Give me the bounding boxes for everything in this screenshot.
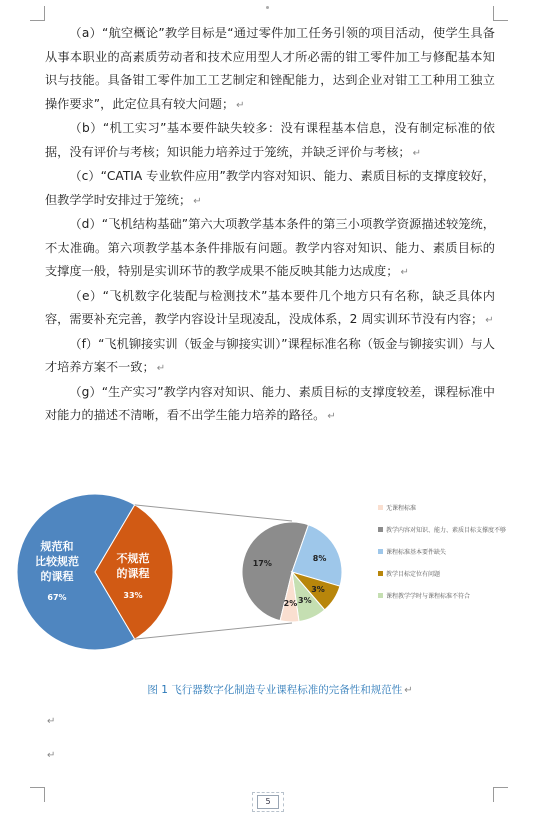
paragraph-d — [45, 213, 495, 285]
pie-of-pie-chart — [0, 490, 560, 660]
figure-caption-text: 图 1 飞行器数字化制造专业课程标准的完备性和规范性 — [147, 684, 403, 696]
return-mark: ↵ — [193, 195, 202, 207]
paragraph-b — [45, 117, 495, 165]
return-mark: ↵ — [156, 363, 166, 374]
legend-label-3: 教学目标定位有问题 — [386, 571, 441, 578]
legend-label-0: 无课程标准 — [386, 505, 417, 512]
pie-value-regular: 67% — [47, 593, 67, 602]
breakdown-value-1: 17% — [252, 559, 272, 569]
legend-swatch-4 — [378, 593, 383, 598]
paragraph-g — [45, 381, 495, 429]
crop-mark-bottom-left — [30, 787, 45, 802]
body-text — [45, 22, 495, 429]
empty-paragraph-mark: ↵ — [47, 750, 56, 761]
return-mark: ↵ — [400, 267, 409, 278]
breakdown-value-2: 8% — [312, 553, 327, 563]
pie-label-regular-line2: 比较规范 — [35, 555, 79, 568]
paragraph-c — [45, 165, 495, 213]
legend-swatch-3 — [378, 571, 383, 576]
breakdown-value-3: 3% — [311, 584, 325, 594]
breakdown-value-0: 2% — [283, 598, 298, 608]
paragraph-e-text: （e）“飞机数字化装配与检测技术”基本要件几个地方只有名称，缺乏具体内容，需要补充完善，教学内容设计呈现凌乱，没成体系，2 周实训环节没有内容； — [45, 288, 495, 326]
pie-label-regular-line1: 规范和 — [40, 540, 74, 553]
legend-swatch-1 — [378, 527, 383, 532]
legend-label-2: 课程标准基本要件缺失 — [386, 549, 447, 556]
header-dot — [266, 6, 269, 9]
page-number: 5 — [257, 795, 279, 809]
legend-label-1: 教学内容对知识、能力、素质目标支撑度不够 — [386, 527, 507, 534]
crop-mark-top-left — [30, 6, 45, 21]
paragraph-a-text: （a）“航空概论”教学目标是“通过零件加工任务引领的项目活动，使学生具备从事本职业的高素质劳动者和技术应用型人才所必需的钳工零件加工与修配基本知识与技能。具备钳工零件加工工艺制定和锉配能力，达到企业对钳工工种用工独立操作要求”，此定位具有较大问题； — [45, 26, 495, 111]
breakdown-value-4: 3% — [298, 596, 312, 606]
crop-mark-top-right — [493, 6, 508, 21]
figure-caption — [0, 682, 560, 697]
connector-line-top — [135, 505, 292, 521]
page-number-footer — [251, 791, 283, 813]
connector-line-bottom — [135, 623, 292, 639]
legend-label-4: 课程教学学时与课程标准不符合 — [386, 593, 471, 600]
pie-label-regular-line3: 的课程 — [40, 570, 74, 583]
paragraph-d-text: （d）“飞机结构基础”第六大项教学基本条件的第三小项教学资源描述较笼统，不太准确。第六项教学基本条件排版有问题。教学内容对知识、能力、素质目标的支撑度一般，特别是实训环节的教学成果不能反映其能力达成度； — [45, 217, 495, 278]
paragraph-b-text: （b）“机工实习”基本要件缺失较多：没有课程基本信息，没有制定标准的依据，没有评价与考核；知识能力培养过于笼统，并缺乏评价与考核； — [45, 121, 495, 159]
return-mark: ↵ — [236, 99, 245, 111]
paragraph-f — [45, 333, 495, 381]
pie-label-irregular-line1: 不规范 — [116, 552, 150, 565]
paragraph-a — [45, 22, 495, 117]
paragraph-e — [45, 285, 495, 333]
paragraph-c-text: （c）“CATIA 专业软件应用”教学内容对知识、能力、素质目标的支撑度较好，但教学学时安排过于笼统； — [45, 169, 495, 207]
pie-value-irregular: 33% — [123, 591, 143, 600]
pie-label-irregular-line2: 的课程 — [116, 567, 150, 580]
crop-mark-bottom-right — [493, 787, 508, 802]
legend-swatch-0 — [378, 505, 383, 510]
paragraph-f-text: （f）“飞机铆接实训（钣金与铆接实训）”课程标准名称（钣金与铆接实训）与人才培养方案不一致； — [45, 336, 495, 374]
paragraph-g-text: （g）“生产实习”教学内容对知识、能力、素质目标的支撑度较差，课程标准中对能力的描述不清晰，看不出学生能力培养的路径。 — [45, 384, 495, 422]
empty-paragraph-mark: ↵ — [47, 716, 56, 727]
return-mark: ↵ — [412, 147, 422, 159]
return-mark: ↵ — [485, 315, 494, 326]
return-mark: ↵ — [327, 411, 336, 422]
legend-swatch-2 — [378, 549, 383, 554]
return-mark: ↵ — [404, 685, 413, 696]
